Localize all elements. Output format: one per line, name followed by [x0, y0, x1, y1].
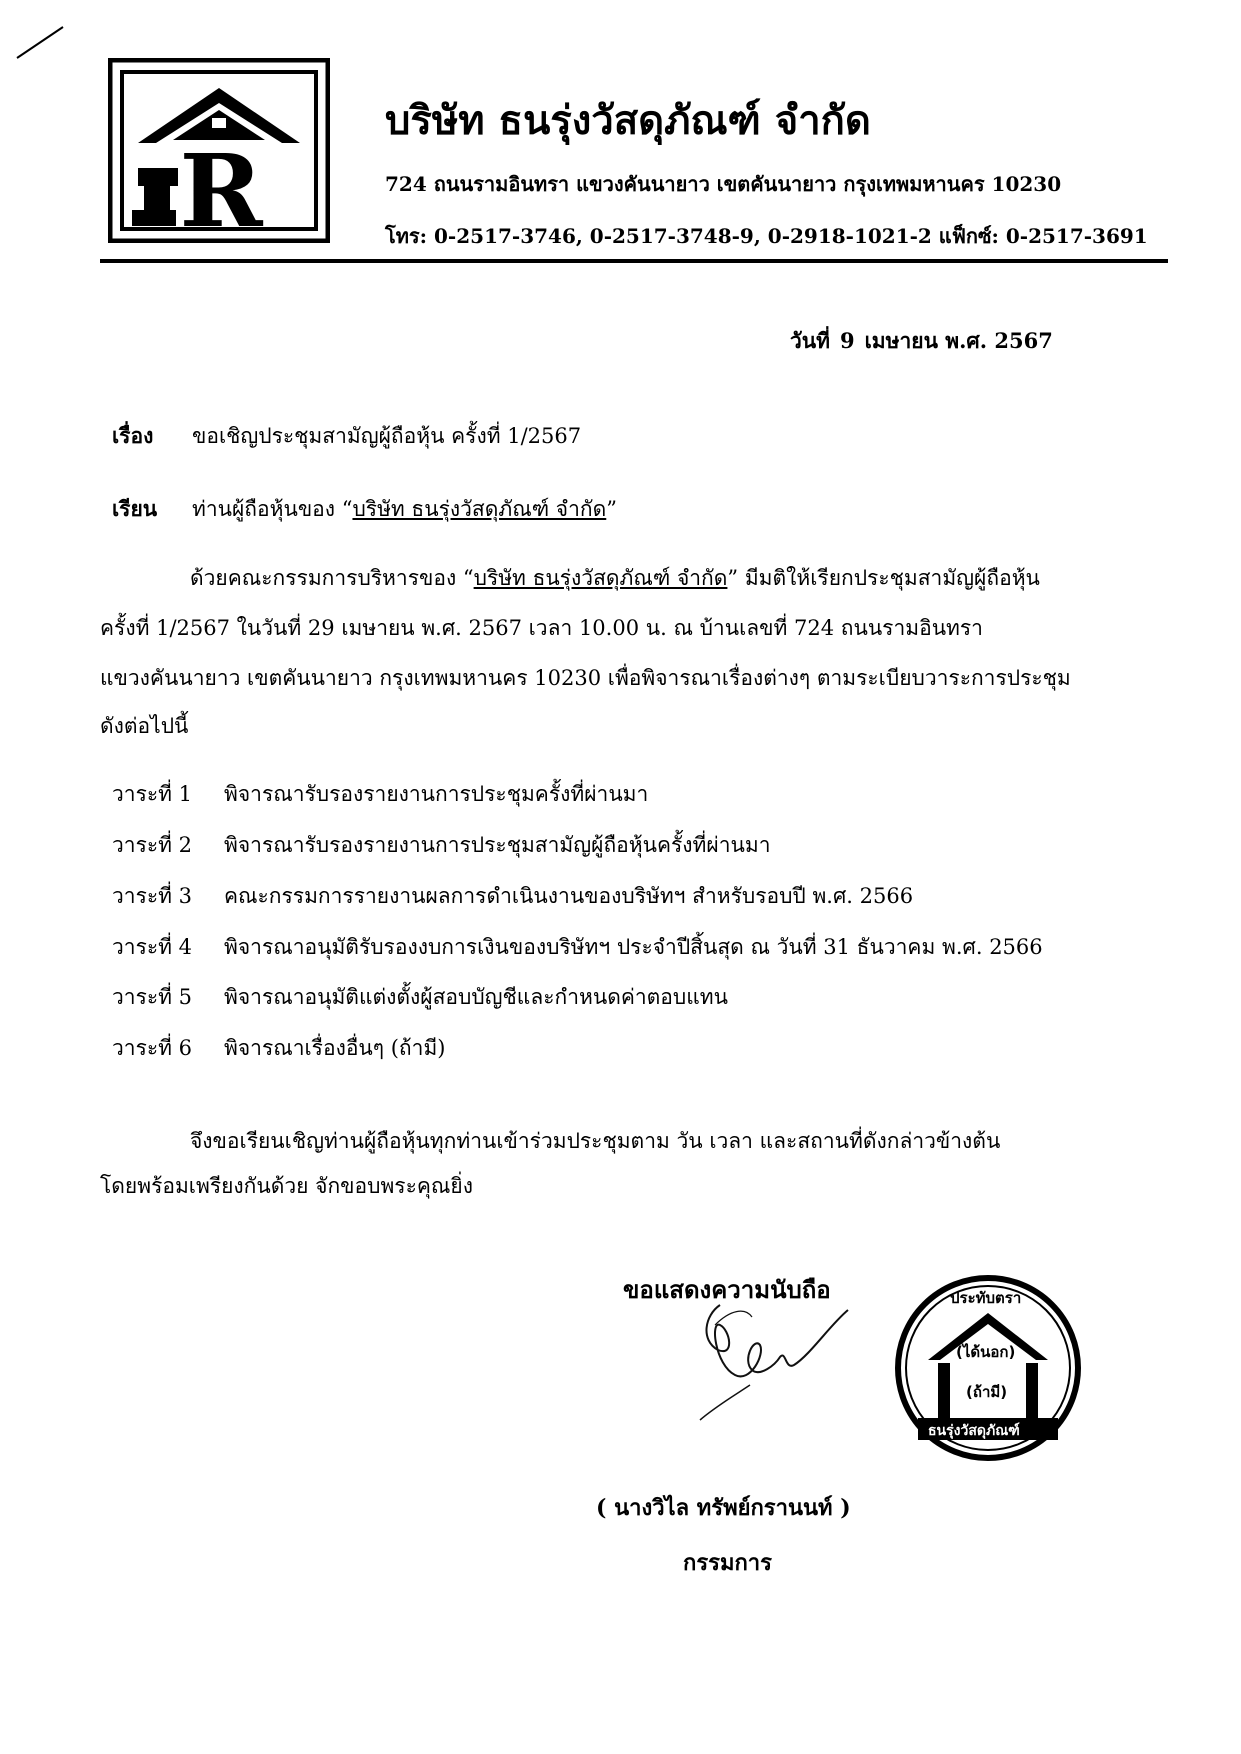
agenda-item [112, 880, 913, 913]
agenda-number: วาระที่ 4 [112, 935, 193, 959]
agenda-text: คณะกรรมการรายงานผลการดำเนินงานของบริษัทฯ สำหรับรอบปี พ.ศ. 2566 [224, 884, 914, 908]
signer-name: ( นางวิไล ทรัพย์กรานนท์ ) [596, 1495, 851, 1521]
letter-date [790, 325, 1063, 358]
agenda-number: วาระที่ 1 [112, 782, 193, 806]
signer-position: กรรมการ [683, 1550, 772, 1576]
company-name: บริษัท ธนรุ่งวัสดุภัณฑ์ จำกัด [385, 97, 871, 144]
agenda-item [112, 829, 770, 862]
svg-text:R: R [179, 132, 263, 243]
seal-text-1: ประทับตรา [950, 1289, 1022, 1307]
recipient-suffix: ” [606, 497, 618, 521]
seal-text-2: (ได้นอก) [956, 1343, 1016, 1361]
company-address: 724 ถนนรามอินทรา แขวงคันนายาว เขตคันนายาว กรุงเทพมหานคร 10230 [385, 172, 1062, 196]
house-r-logo-icon [108, 58, 330, 243]
body-line-2: ครั้งที่ 1/2567 ในวันที่ 29 เมษายน พ.ศ. 2567 เวลา 10.00 น. ณ บ้านเลขที่ 724 ถนนรามอินทรา [100, 616, 983, 640]
company-seal [888, 1268, 1088, 1468]
body-line1-company: บริษัท ธนรุ่งวัสดุภัณฑ์ จำกัด [473, 566, 728, 590]
closing-salutation: ขอแสดงความนับถือ [623, 1275, 831, 1304]
body-line1-prefix: ด้วยคณะกรรมการบริหารของ “ [190, 566, 474, 590]
agenda-text: พิจารณารับรองรายงานการประชุมสามัญผู้ถือหุ้นครั้งที่ผ่านมา [224, 833, 771, 857]
agenda-number: วาระที่ 5 [112, 985, 193, 1009]
agenda-text: พิจารณาอนุมัติรับรองงบการเงินของบริษัทฯ ประจำปีสิ้นสุด ณ วันที่ 31 ธันวาคม พ.ศ. 2566 [224, 935, 1043, 959]
recipient-prefix: ท่านผู้ถือหุ้นของ “ [192, 497, 353, 521]
company-contact: โทร: 0-2517-3746, 0-2517-3748-9, 0-2918-1021-2 แฟ็กซ์: 0-2517-3691 [385, 224, 1148, 248]
agenda-item [112, 931, 1043, 964]
body-line-1 [190, 562, 1040, 595]
seal-text-3: (ถ้ามี) [966, 1383, 1008, 1401]
agenda-text: พิจารณาอนุมัติแต่งตั้งผู้สอบบัญชีและกำหนดค่าตอบแทน [224, 985, 728, 1009]
agenda-text: พิจารณาเรื่องอื่นๆ (ถ้ามี) [224, 1036, 446, 1060]
letterhead-divider [100, 259, 1168, 263]
agenda-item [112, 778, 648, 811]
signature-icon [690, 1295, 860, 1425]
body-line1-suffix: ” มีมติให้เรียกประชุมสามัญผู้ถือหุ้น [727, 566, 1040, 590]
seal-text-4: ธนรุ่งวัสดุภัณฑ์ [928, 1423, 1020, 1439]
conclusion-line-2: โดยพร้อมเพรียงกันด้วย จักขอบพระคุณยิ่ง [100, 1174, 473, 1198]
subject-text: ขอเชิญประชุมสามัญผู้ถือหุ้น ครั้งที่ 1/2567 [192, 424, 582, 448]
agenda-text: พิจารณารับรองรายงานการประชุมครั้งที่ผ่านมา [224, 782, 649, 806]
agenda-number: วาระที่ 2 [112, 833, 193, 857]
conclusion-line-1: จึงขอเรียนเชิญท่านผู้ถือหุ้นทุกท่านเข้าร่วมประชุมตาม วัน เวลา และสถานที่ดังกล่าวข้างต้น [190, 1129, 1001, 1153]
date-label: วันที่ [790, 328, 830, 353]
body-line-3: แขวงคันนายาว เขตคันนายาว กรุงเทพมหานคร 10230 เพื่อพิจารณาเรื่องต่างๆ ตามระเบียบวาระการประชุม [100, 666, 1071, 690]
recipient-company: บริษัท ธนรุ่งวัสดุภัณฑ์ จำกัด [352, 497, 607, 521]
body-line-4: ดังต่อไปนี้ [100, 714, 189, 738]
agenda-number: วาระที่ 3 [112, 884, 193, 908]
agenda-number: วาระที่ 6 [112, 1036, 193, 1060]
scan-artifact-line [15, 25, 65, 60]
subject-label: เรื่อง [112, 423, 154, 448]
date-month-year: เมษายน พ.ศ. 2567 [864, 328, 1053, 353]
agenda-item [112, 981, 728, 1014]
agenda-item [112, 1032, 445, 1065]
recipient-line [112, 493, 617, 526]
subject-line [112, 420, 581, 453]
company-logo [108, 58, 330, 243]
recipient-label: เรียน [112, 496, 158, 521]
date-day: 9 [840, 328, 855, 353]
